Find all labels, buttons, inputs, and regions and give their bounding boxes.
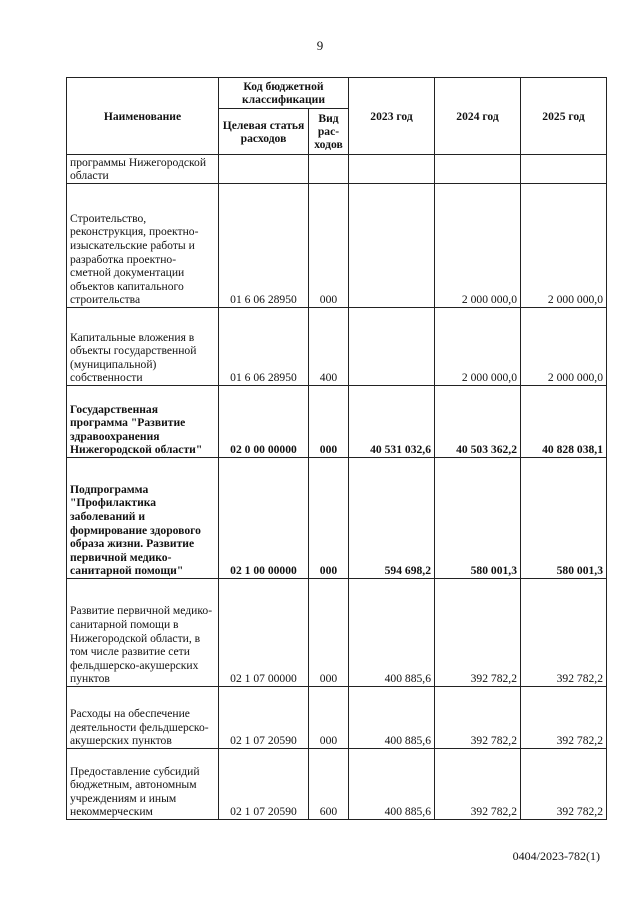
- cell-2025: 40 828 038,1: [521, 386, 607, 458]
- cell-2024: 2 000 000,0: [435, 308, 521, 386]
- cell-expense-type: 000: [309, 184, 349, 308]
- cell-target-code: 02 1 07 00000: [219, 579, 309, 687]
- cell-target-code: 02 1 07 20590: [219, 687, 309, 749]
- table-row: [67, 184, 607, 308]
- cell-2023: 40 531 032,6: [349, 386, 435, 458]
- cell-2023: [349, 155, 435, 184]
- cell-2023: 400 885,6: [349, 579, 435, 687]
- cell-name: программы Нижегородской области: [67, 155, 219, 184]
- cell-2024: 392 782,2: [435, 579, 521, 687]
- cell-2025: 392 782,2: [521, 687, 607, 749]
- cell-target-code: 02 1 07 20590: [219, 749, 309, 820]
- cell-expense-type: 000: [309, 458, 349, 579]
- cell-2024: 392 782,2: [435, 749, 521, 820]
- table-row: [67, 749, 607, 820]
- cell-target-code: 01 6 06 28950: [219, 184, 309, 308]
- cell-name: Расходы на обеспечение деятельности фельдшерско-акушерских пунктов: [67, 687, 219, 749]
- cell-expense-type: [309, 155, 349, 184]
- cell-2025: 2 000 000,0: [521, 308, 607, 386]
- header-type: Вид рас-ходов: [309, 109, 349, 155]
- table-row: [67, 579, 607, 687]
- cell-2025: 580 001,3: [521, 458, 607, 579]
- cell-2025: [521, 155, 607, 184]
- cell-2024: 580 001,3: [435, 458, 521, 579]
- header-target: Целевая статья расходов: [219, 109, 309, 155]
- table-header: [67, 78, 607, 155]
- budget-table: [66, 77, 607, 820]
- cell-target-code: 01 6 06 28950: [219, 308, 309, 386]
- cell-name: Подпрограмма "Профилактика заболеваний и формирование здорового образа жизни. Развитие первичной медико-санитарной помощи": [67, 458, 219, 579]
- table-row: [67, 386, 607, 458]
- cell-2025: 2 000 000,0: [521, 184, 607, 308]
- cell-name: Строительство, реконструкция, проектно-изыскательские работы и разработка проектно-сметной документации объектов капитального строительства: [67, 184, 219, 308]
- cell-name: Развитие первичной медико-санитарной помощи в Нижегородской области, в том числе развитие сети фельдшерско-акушерских пунктов: [67, 579, 219, 687]
- cell-expense-type: 000: [309, 687, 349, 749]
- header-2023: 2023 год: [349, 78, 435, 155]
- cell-2023: 400 885,6: [349, 687, 435, 749]
- cell-2025: 392 782,2: [521, 579, 607, 687]
- table-row: [67, 308, 607, 386]
- header-code-group: Код бюджетной классификации: [219, 78, 349, 109]
- table-body: [67, 155, 607, 820]
- cell-2023: 400 885,6: [349, 749, 435, 820]
- header-2024: 2024 год: [435, 78, 521, 155]
- cell-2024: 40 503 362,2: [435, 386, 521, 458]
- table-row: [67, 155, 607, 184]
- cell-2023: 594 698,2: [349, 458, 435, 579]
- table-row: [67, 687, 607, 749]
- cell-2023: [349, 184, 435, 308]
- cell-name: Капитальные вложения в объекты государственной (муниципальной) собственности: [67, 308, 219, 386]
- cell-target-code: 02 1 00 00000: [219, 458, 309, 579]
- cell-2023: [349, 308, 435, 386]
- cell-target-code: 02 0 00 00000: [219, 386, 309, 458]
- document-code: 0404/2023-782(1): [512, 849, 600, 863]
- cell-2024: 2 000 000,0: [435, 184, 521, 308]
- cell-name: Государственная программа "Развитие здравоохранения Нижегородской области": [67, 386, 219, 458]
- cell-expense-type: 600: [309, 749, 349, 820]
- cell-target-code: [219, 155, 309, 184]
- header-name: Наименование: [67, 78, 219, 155]
- table-row: [67, 458, 607, 579]
- cell-2024: 392 782,2: [435, 687, 521, 749]
- cell-name: Предоставление субсидий бюджетным, автономным учреждениям и иным некоммерческим: [67, 749, 219, 820]
- cell-expense-type: 000: [309, 386, 349, 458]
- cell-expense-type: 000: [309, 579, 349, 687]
- page-number: 9: [316, 38, 324, 53]
- cell-2025: 392 782,2: [521, 749, 607, 820]
- cell-expense-type: 400: [309, 308, 349, 386]
- cell-2024: [435, 155, 521, 184]
- header-2025: 2025 год: [521, 78, 607, 155]
